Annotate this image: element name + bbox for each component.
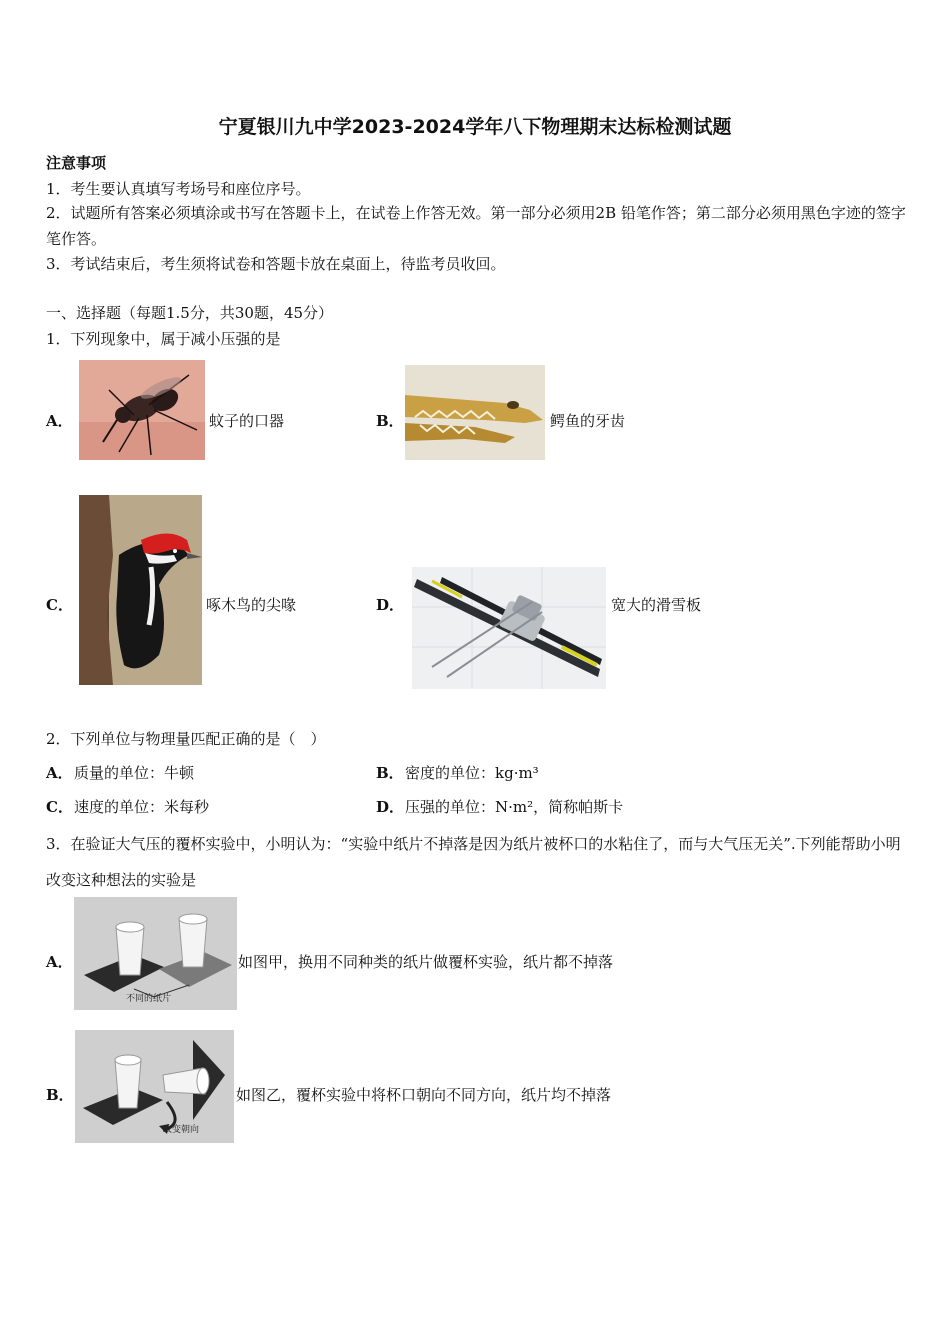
q2-option-b-text: 密度的单位：kg·m³ [405,764,539,782]
q3-option-b-label: B． [46,1086,74,1104]
q2-option-d-text: 压强的单位：N·m²，简称帕斯卡 [405,798,624,816]
cup-direction-caption: 改变朝向 [163,1125,200,1135]
woodpecker-image [79,495,202,685]
mosquito-image [79,360,205,460]
crocodile-image [405,365,545,460]
q1-option-b-label: B． [376,412,404,430]
q2-option-a-text: 质量的单位：牛顿 [74,764,195,782]
cup-paper-image [74,897,237,1010]
q3-stem: 3．在验证大气压的覆杯实验中，小明认为：“实验中纸片不掉落是因为纸片被杯口的水粘住了，而与大气压无关”.下列能帮助小明改变这种想法的实验是 [46,835,901,889]
ski-image [412,567,606,689]
section-heading: 一、选择题（每题1.5分，共30题，45分） [46,304,334,322]
q2-option-a-label: A． [46,764,73,782]
notice-item-3: 3．考试结束后，考生须将试卷和答题卡放在桌面上，待监考员收回。 [46,255,506,273]
q1-option-b-text: 鳄鱼的牙齿 [550,412,626,430]
q2-option-c-text: 速度的单位：米每秒 [74,798,210,816]
cup-direction-image [75,1030,234,1143]
q2-stem: 2．下列单位与物理量匹配正确的是（ ） [46,730,326,748]
q3-option-a-text: 如图甲，换用不同种类的纸片做覆杯实验，纸片都不掉落 [238,953,614,971]
page-title: 宁夏银川九中学2023-2024学年八下物理期末达标检测试题 [218,116,732,138]
q1-stem: 1．下列现象中，属于减小压强的是 [46,330,281,348]
q2-option-b-label: B． [376,764,404,782]
q1-option-c-label: C． [46,596,73,614]
q2-option-c-label: C． [46,798,73,816]
notice-item-2: 2．试题所有答案必须填涂或书写在答题卡上，在试卷上作答无效。第一部分必须用2B 铅笔作答；第二部分必须用黑色字迹的签字笔作答。 [46,204,906,248]
cup-paper-caption: 不同的纸片 [126,994,172,1004]
q1-option-a-label: A． [46,412,73,430]
q3-option-b-text: 如图乙，覆杯实验中将杯口朝向不同方向，纸片均不掉落 [236,1086,612,1104]
q1-option-c-text: 啄木鸟的尖喙 [206,596,297,614]
q3-option-a-label: A． [46,953,73,971]
q1-option-d-text: 宽大的滑雪板 [611,596,702,614]
q1-option-a-text: 蚊子的口器 [209,412,285,430]
q2-option-d-label: D． [376,798,405,816]
notice-item-1: 1．考生要认真填写考场号和座位序号。 [46,180,311,198]
q1-option-d-label: D． [376,596,405,614]
notice-heading: 注意事项 [46,154,107,172]
